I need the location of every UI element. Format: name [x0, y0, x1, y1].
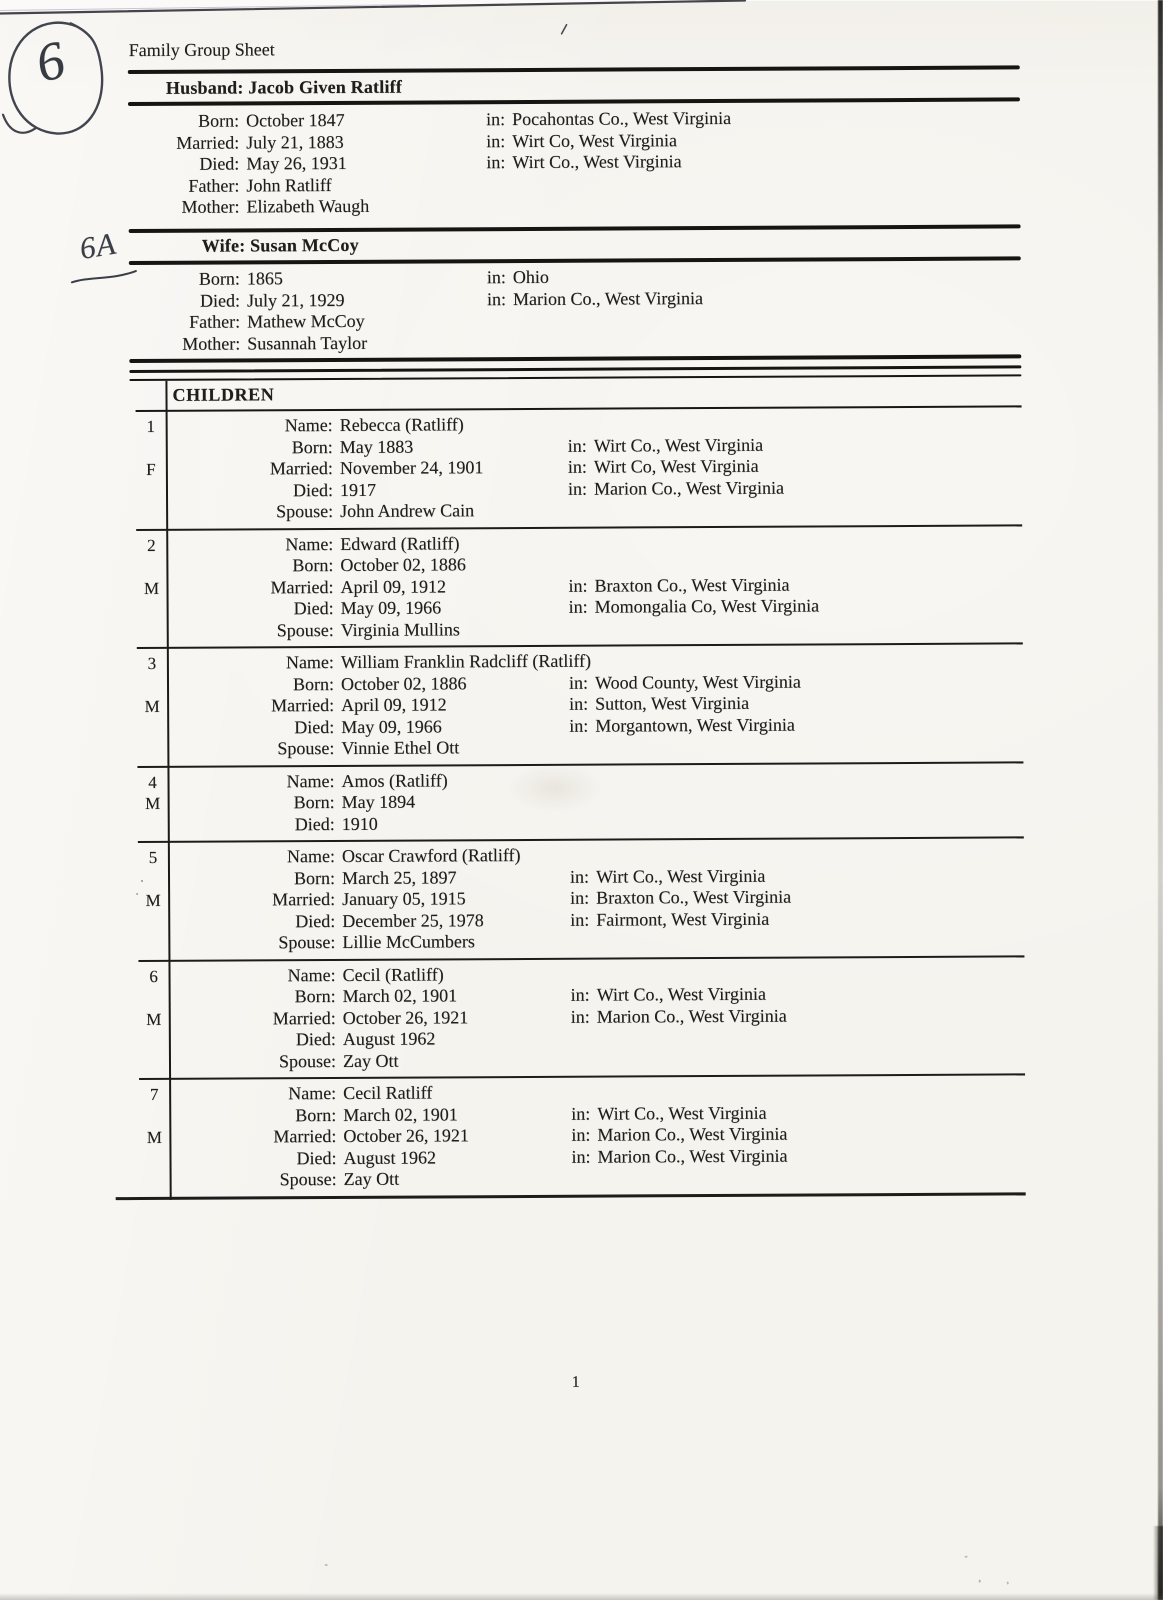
child-record — [138, 838, 1025, 961]
rule-above-wife — [129, 224, 1021, 233]
form-title: Family Group Sheet — [128, 39, 275, 61]
in-value: Marion Co., West Virginia — [597, 1145, 788, 1167]
rule-end-of-wife-2 — [129, 365, 1021, 373]
place-cell — [486, 195, 493, 217]
field-value: Edward (Ratliff) — [340, 532, 460, 554]
scan-speck — [1007, 1581, 1009, 1584]
in-label: in: — [569, 715, 589, 736]
place-cell — [570, 908, 769, 931]
field-value: Cecil (Ratliff) — [342, 963, 444, 985]
field-label: Died: — [294, 716, 335, 737]
scan-speck — [325, 1564, 328, 1566]
scan-speck — [136, 893, 138, 895]
field-label: Married: — [272, 1007, 336, 1028]
child-number: 1 — [146, 416, 155, 436]
field-label: Name: — [288, 1082, 337, 1104]
field-label: Spouse: — [278, 931, 336, 953]
in-label: in: — [570, 1006, 590, 1027]
field-value: March 02, 1901 — [342, 985, 458, 1006]
field-row — [168, 497, 1022, 523]
place-cell — [486, 151, 681, 174]
place-cell — [571, 1124, 787, 1147]
field-value: January 05, 1915 — [342, 888, 466, 909]
place-cell — [571, 1082, 578, 1104]
field-row — [172, 1165, 1026, 1191]
in-value: Wirt Co, West Virginia — [512, 129, 677, 151]
field-label: Name: — [286, 770, 335, 791]
circled-number-text: 6 — [29, 29, 71, 94]
field-row — [128, 329, 1021, 355]
field-label: Married: — [271, 694, 335, 716]
in-label: in: — [567, 435, 587, 456]
in-value: Momongalia Co, West Virginia — [594, 595, 820, 617]
place-cell — [569, 595, 820, 618]
in-value: Wirt Co., West Virginia — [512, 151, 682, 173]
place-cell — [486, 130, 677, 152]
in-value: Braxton Co., West Virginia — [596, 886, 792, 908]
field-label: Mother: — [181, 196, 240, 217]
field-value: July 21, 1929 — [246, 289, 345, 310]
in-value: Wirt Co., West Virginia — [595, 865, 766, 887]
margin-note-text: 6A — [77, 225, 119, 266]
field-value: Mathew McCoy — [247, 310, 365, 332]
in-label: in: — [486, 267, 506, 288]
field-value: July 21, 1883 — [246, 131, 344, 152]
in-label: in: — [569, 866, 590, 887]
in-label: in: — [571, 1124, 591, 1145]
field-label: Died: — [199, 289, 241, 311]
child-record — [136, 407, 1023, 530]
child-fields — [170, 961, 1025, 1073]
rule-end-of-wife-1 — [129, 354, 1021, 363]
place-cell — [569, 737, 576, 759]
child-fields — [168, 530, 1023, 642]
field-label: Born: — [198, 268, 240, 289]
in-label: in: — [570, 887, 590, 908]
field-label: Name: — [285, 651, 334, 673]
child-sex: F — [146, 460, 156, 480]
wife-fields — [128, 264, 1021, 355]
rule-under-wife-header — [129, 256, 1021, 265]
field-label: Spouse: — [276, 500, 334, 522]
page-number: 1 — [571, 1373, 580, 1391]
field-value: May 09, 1966 — [341, 715, 442, 737]
in-label: in: — [570, 909, 590, 930]
place-cell — [570, 812, 577, 834]
child-sex: M — [143, 578, 160, 598]
child-number: 2 — [146, 535, 156, 555]
child-record — [137, 644, 1024, 767]
field-value: October 02, 1886 — [340, 672, 467, 694]
child-sex: M — [145, 794, 161, 814]
field-row — [170, 928, 1024, 954]
field-row — [170, 810, 1024, 836]
field-row — [171, 1047, 1025, 1073]
field-value: Elizabeth Waugh — [246, 195, 370, 217]
scan-smudge — [507, 764, 602, 812]
child-sex: M — [145, 891, 161, 911]
place-cell — [487, 332, 494, 354]
in-label: in: — [568, 672, 589, 693]
in-value: Morgantown, West Virginia — [595, 714, 795, 736]
place-cell — [487, 267, 549, 289]
child-record — [138, 957, 1025, 1080]
place-cell — [572, 1168, 579, 1190]
field-value: 1865 — [246, 268, 283, 289]
place-cell — [569, 693, 749, 715]
field-value: August 1962 — [343, 1146, 437, 1168]
place-cell — [571, 1102, 766, 1125]
field-label: Father: — [188, 174, 240, 196]
scan-speck — [141, 880, 143, 882]
field-label: Mother: — [182, 332, 241, 354]
field-value: John Andrew Cain — [340, 500, 475, 521]
field-label: Died: — [296, 1147, 337, 1168]
place-cell — [571, 1145, 787, 1168]
in-value: Marion Co., West Virginia — [593, 477, 785, 499]
field-label: Born: — [294, 985, 336, 1007]
child-number: 3 — [147, 653, 157, 673]
in-value: Ohio — [512, 266, 549, 288]
field-label: Married: — [176, 131, 240, 153]
place-cell — [568, 414, 575, 436]
field-value: May 1894 — [341, 791, 416, 812]
field-value: October 1847 — [246, 109, 345, 131]
place-cell — [568, 456, 759, 478]
place-cell — [570, 865, 765, 888]
field-value: 1910 — [341, 813, 378, 834]
child-fields — [169, 648, 1024, 760]
in-value: Wirt Co., West Virginia — [596, 983, 766, 1005]
child-number: 6 — [149, 966, 158, 986]
in-label: in: — [571, 1146, 591, 1167]
pen-tick-mark — [560, 23, 569, 41]
in-value: Wood County, West Virginia — [594, 671, 801, 693]
in-label: in: — [567, 456, 587, 477]
field-value: November 24, 1901 — [339, 457, 484, 478]
in-value: Braxton Co., West Virginia — [594, 574, 790, 596]
in-label: in: — [570, 984, 590, 1005]
place-cell — [570, 931, 577, 953]
field-label: Spouse: — [279, 1168, 337, 1190]
field-value: April 09, 1912 — [340, 575, 447, 597]
scan-speck — [965, 1556, 968, 1558]
field-label: Married: — [269, 457, 333, 479]
in-label: in: — [486, 130, 506, 151]
field-label: Born: — [292, 554, 334, 576]
field-label: Died: — [295, 1028, 336, 1050]
in-value: Marion Co., West Virginia — [512, 287, 704, 309]
field-label: Died: — [295, 910, 336, 931]
in-value: Fairmont, West Virginia — [596, 908, 770, 930]
rule-under-title — [128, 65, 1020, 74]
wife-header: Wife: Susan McCoy — [201, 234, 359, 256]
field-value: October 26, 1921 — [342, 1006, 469, 1028]
place-cell — [571, 984, 766, 1007]
field-label: Born: — [295, 1104, 337, 1125]
field-label: Born: — [197, 110, 240, 131]
in-value: Wirt Co., West Virginia — [597, 1102, 767, 1124]
in-value: Wirt Co, West Virginia — [593, 455, 759, 477]
field-value: Vinnie Ethel Ott — [341, 737, 460, 758]
husband-fields — [127, 106, 1021, 218]
child-record — [136, 526, 1023, 649]
in-label: in: — [568, 575, 588, 596]
place-cell — [486, 108, 731, 131]
field-value: Lillie McCumbers — [342, 931, 475, 952]
field-row — [169, 616, 1023, 642]
place-cell — [487, 288, 703, 311]
in-value: Marion Co., West Virginia — [597, 1123, 788, 1145]
scan-speck — [979, 1580, 981, 1583]
husband-header: Husband: Jacob Given Ratliff — [165, 76, 403, 98]
field-value: May 09, 1966 — [340, 597, 442, 618]
field-value: Susannah Taylor — [247, 332, 368, 353]
place-cell — [568, 532, 575, 554]
field-value: August 1962 — [342, 1028, 436, 1049]
in-label: in: — [568, 596, 588, 617]
in-label: in: — [486, 152, 506, 173]
in-value: Pocahontas Co., West Virginia — [512, 107, 732, 130]
in-value: Wirt Co., West Virginia — [593, 434, 764, 456]
child-fields — [170, 842, 1025, 954]
field-label: Married: — [270, 576, 334, 597]
child-sex: M — [146, 1009, 162, 1029]
field-label: Name: — [284, 414, 333, 436]
place-cell — [487, 310, 494, 332]
place-cell — [571, 1028, 578, 1050]
field-value: Zay Ott — [343, 1168, 400, 1189]
place-cell — [570, 887, 791, 910]
field-label: Married: — [273, 1125, 337, 1147]
in-label: in: — [486, 109, 506, 130]
field-label: Born: — [293, 791, 335, 813]
field-row — [127, 192, 1020, 218]
place-cell — [571, 1049, 578, 1071]
field-value: December 25, 1978 — [342, 909, 484, 931]
place-cell — [486, 174, 493, 196]
field-label: Spouse: — [277, 737, 335, 759]
place-cell — [569, 651, 576, 673]
place-cell — [570, 845, 577, 867]
field-value: Amos (Ratliff) — [341, 769, 448, 791]
field-value: William Franklin Radcliff (Ratliff) — [340, 650, 592, 672]
field-label: Died: — [199, 153, 240, 174]
in-value: Sutton, West Virginia — [595, 692, 750, 714]
in-label: in: — [569, 693, 589, 714]
place-cell — [568, 434, 763, 457]
child-record — [139, 1075, 1026, 1199]
child-sex: M — [146, 1128, 162, 1148]
field-value: John Ratliff — [246, 174, 332, 195]
field-label: Name: — [285, 533, 334, 554]
field-label: Married: — [272, 888, 336, 910]
field-value: May 26, 1931 — [246, 152, 347, 174]
field-label: Died: — [293, 597, 334, 619]
field-label: Born: — [293, 867, 336, 888]
field-label: Spouse: — [276, 619, 334, 640]
place-cell — [569, 618, 576, 640]
field-label: Spouse: — [278, 1050, 337, 1071]
place-cell — [568, 500, 575, 522]
field-label: Died: — [292, 479, 334, 500]
in-label: in: — [567, 478, 588, 499]
field-value: March 02, 1901 — [343, 1103, 458, 1125]
handwritten-circled-number — [0, 10, 117, 137]
in-label: in: — [571, 1103, 591, 1124]
field-label: Name: — [286, 845, 335, 867]
place-cell — [568, 554, 575, 576]
child-number: 7 — [149, 1084, 159, 1104]
child-number: 5 — [148, 847, 158, 867]
field-label: Name: — [287, 964, 336, 985]
field-value: October 26, 1921 — [343, 1125, 469, 1146]
field-label: Born: — [291, 436, 333, 457]
children-header-row — [135, 376, 1021, 412]
field-label: Father: — [189, 311, 241, 332]
field-value: Virginia Mullins — [340, 618, 460, 640]
field-row — [169, 734, 1023, 760]
place-cell — [570, 963, 577, 985]
field-label: Died: — [294, 813, 335, 834]
field-label: Born: — [292, 673, 335, 694]
child-fields — [171, 1079, 1026, 1191]
place-cell — [571, 1005, 787, 1028]
field-value: April 09, 1912 — [341, 694, 447, 715]
place-cell — [568, 477, 784, 500]
field-value: 1917 — [339, 479, 377, 500]
child-number: 4 — [148, 772, 157, 792]
field-value: May 1883 — [339, 436, 414, 457]
child-sex: M — [144, 697, 160, 717]
field-value: Oscar Crawford (Ratliff) — [341, 845, 521, 866]
field-value: Zay Ott — [342, 1050, 399, 1071]
child-fields — [168, 411, 1023, 523]
field-value: March 25, 1897 — [341, 866, 457, 888]
place-cell — [569, 714, 795, 737]
place-cell — [569, 671, 801, 694]
field-value: October 02, 1886 — [340, 554, 466, 575]
children-header-label: CHILDREN — [172, 384, 275, 405]
in-value: Marion Co., West Virginia — [596, 1005, 787, 1027]
field-value: Cecil Ratliff — [343, 1082, 433, 1103]
field-value: Rebecca (Ratliff) — [339, 414, 464, 435]
place-cell — [568, 574, 789, 597]
rule-under-husband-header — [128, 97, 1020, 106]
in-label: in: — [486, 288, 507, 309]
